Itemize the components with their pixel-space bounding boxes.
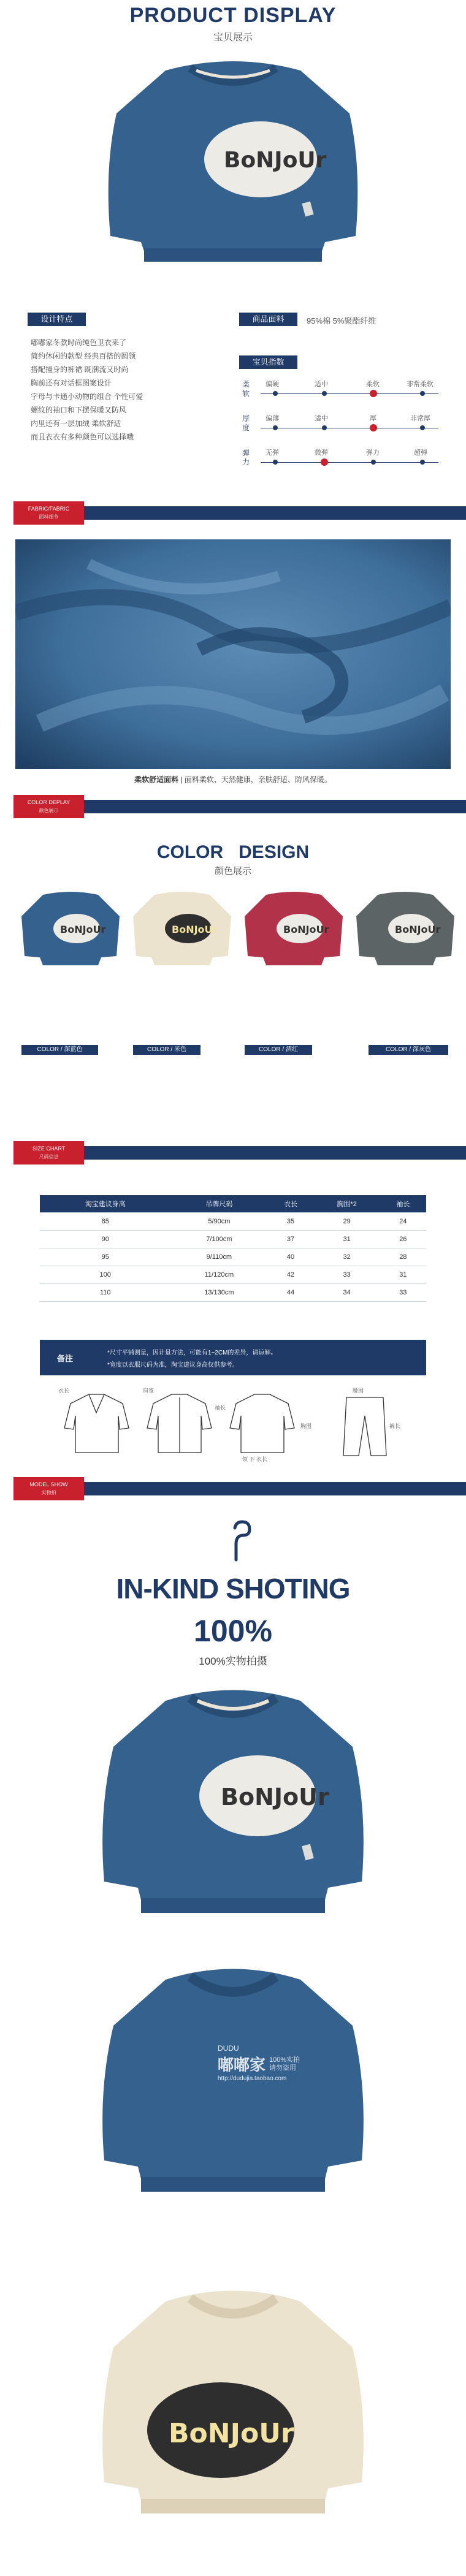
index-row-name: 厚度 bbox=[242, 414, 250, 432]
watermark-tag: 100%实拍 bbox=[269, 2056, 300, 2064]
index-selected-dot bbox=[370, 424, 377, 431]
svg-text:BoNJoUr: BoNJoUr bbox=[283, 924, 329, 935]
index-level: 柔软 bbox=[366, 381, 380, 388]
index-level: 弹力 bbox=[366, 449, 380, 457]
feature-line: 而且衣衣有多种颜色可以选择哦 bbox=[31, 433, 134, 441]
page-subtitle: 宝贝展示 bbox=[213, 32, 253, 43]
feature-line: 字母与卡通小动物的组合 个性可爱 bbox=[31, 392, 143, 401]
index-row-elasticity bbox=[242, 447, 451, 482]
color-swatch-beige bbox=[130, 889, 234, 968]
index-title: 宝贝指数 bbox=[239, 355, 297, 369]
index-level: 偏硬 bbox=[265, 381, 279, 388]
color-swatch-wine bbox=[242, 889, 346, 968]
diagram-label: 腰围 bbox=[353, 1388, 364, 1394]
table-row: 95 9/110cm 40 32 28 bbox=[40, 1248, 426, 1266]
index-row-name: 弹力 bbox=[242, 449, 250, 466]
svg-text:BoNJoUr: BoNJoUr bbox=[169, 2418, 294, 2449]
feature-line: 螺纹的袖口和下摆保暖又防风 bbox=[31, 406, 127, 414]
model-photo-beige bbox=[92, 2271, 374, 2528]
index-row-softness bbox=[242, 379, 451, 413]
diagram-label: 肩宽 bbox=[143, 1388, 155, 1394]
table-row: 100 11/120cm 42 33 31 bbox=[40, 1266, 426, 1284]
model-percent: 100% bbox=[194, 1614, 272, 1648]
watermark-sub: 请勿盗用 bbox=[269, 2064, 297, 2072]
diagram-label: 衣长 bbox=[58, 1388, 70, 1394]
fabric-section-tag: FABRIC/FABRIC 面料细节 bbox=[13, 501, 84, 525]
index-level: 非常柔软 bbox=[407, 381, 434, 388]
watermark bbox=[218, 2044, 300, 2082]
index-level: 适中 bbox=[315, 415, 328, 422]
model-section-tag: MODEL SHOW 实物拍 bbox=[13, 1477, 84, 1500]
model-photo-front bbox=[92, 1670, 374, 1928]
fabric-value: 95%棉 5%聚酯纤维 bbox=[307, 316, 376, 325]
index-level: 无弹 bbox=[265, 449, 279, 457]
index-row-name: 柔软 bbox=[242, 380, 250, 398]
color-section-tag: COLOR DEPLAY 颜色展示 bbox=[13, 795, 84, 818]
size-note-label: 备注 bbox=[57, 1354, 74, 1363]
color-label: COLOR / 酒红 bbox=[245, 1045, 312, 1055]
diagram-label: 领 下 衣长 bbox=[242, 1456, 268, 1462]
index-level: 适中 bbox=[315, 381, 328, 388]
index-row-thickness bbox=[242, 413, 451, 447]
model-subtitle: 100%实物拍摄 bbox=[199, 1655, 267, 1667]
measurement-diagram bbox=[58, 1385, 408, 1462]
color-swatch-navy bbox=[18, 889, 123, 968]
features-list bbox=[31, 336, 208, 444]
model-title: IN-KIND SHOTING bbox=[116, 1573, 350, 1605]
size-table bbox=[40, 1195, 426, 1302]
diagram-label: 裤长 bbox=[389, 1423, 401, 1429]
index-level: 厚 bbox=[370, 415, 376, 422]
svg-text:BoNJoUr: BoNJoUr bbox=[395, 924, 441, 935]
color-label: COLOR / 深蓝色 bbox=[21, 1045, 98, 1055]
watermark-name: 嘟嘟家 bbox=[218, 2056, 266, 2074]
size-note-line: *宽度以衣服尺码为准，淘宝建议身高仅供参考。 bbox=[107, 1362, 239, 1369]
index-level: 超弹 bbox=[414, 449, 427, 457]
size-note-box bbox=[40, 1340, 426, 1375]
color-swatch-row bbox=[18, 889, 454, 962]
feature-line: 搭配撞身的裤裙 既潮流又时尚 bbox=[31, 365, 129, 374]
feature-line: 胸前还有对话框图案设计 bbox=[31, 379, 112, 387]
hero-sweater-image bbox=[98, 46, 368, 279]
watermark-brand: DUDU bbox=[218, 2044, 239, 2053]
table-row: 110 13/130cm 44 34 33 bbox=[40, 1284, 426, 1302]
color-swatch-grey bbox=[353, 889, 457, 968]
page-title: PRODUCT DISPLAY bbox=[129, 4, 337, 27]
fabric-closeup-image bbox=[15, 539, 451, 769]
watermark-url: http://dudujia.taobao.com bbox=[218, 2075, 287, 2082]
features-title: 设计特点 bbox=[28, 313, 86, 326]
diagram-label: 胸围 bbox=[300, 1423, 312, 1429]
hero-bubble-text: BoNJoUr bbox=[224, 148, 327, 173]
table-row: 85 5/90cm 35 29 24 bbox=[40, 1213, 426, 1231]
svg-text:BoNJoUr: BoNJoUr bbox=[221, 1784, 329, 1810]
hanger-icon bbox=[218, 1517, 254, 1566]
fabric-label: 商品面料 bbox=[239, 313, 297, 326]
index-selected-dot bbox=[321, 458, 328, 466]
feature-line: 内里还有一层加绒 柔软舒适 bbox=[31, 419, 121, 428]
size-table-header: 淘宝建议身高 吊牌尺码 衣长 胸围*2 袖长 bbox=[40, 1195, 426, 1213]
color-subtitle: 颜色展示 bbox=[214, 866, 251, 876]
index-level: 偏薄 bbox=[265, 415, 279, 422]
color-label: COLOR / 米色 bbox=[133, 1045, 201, 1055]
svg-text:BoNJoUr: BoNJoUr bbox=[172, 924, 218, 935]
size-section-tag: SIZE CHART 尺码信息 bbox=[13, 1141, 84, 1165]
feature-line: 简约休闲的款型 经典百搭的圆领 bbox=[31, 352, 136, 360]
index-level: 微弹 bbox=[315, 449, 328, 457]
fabric-caption: 柔软舒适面料 | 面料柔软、天然健康，亲肤舒适、防风保暖。 bbox=[134, 775, 332, 784]
index-level: 非常厚 bbox=[410, 415, 430, 422]
index-grid bbox=[242, 379, 451, 482]
size-note-line: *尺寸平铺测量，因计量方法，可能有1~2CM的差异，请谅解。 bbox=[107, 1350, 277, 1356]
table-row: 90 7/100cm 37 31 26 bbox=[40, 1231, 426, 1248]
color-title: COLOR DESIGN bbox=[156, 842, 310, 862]
feature-line: 嘟嘟家冬款时尚纯色卫衣来了 bbox=[31, 338, 127, 347]
svg-text:BoNJoUr: BoNJoUr bbox=[60, 924, 106, 935]
color-label: COLOR / 深灰色 bbox=[369, 1045, 448, 1055]
index-selected-dot bbox=[370, 390, 377, 397]
diagram-label: 袖长 bbox=[215, 1405, 226, 1411]
